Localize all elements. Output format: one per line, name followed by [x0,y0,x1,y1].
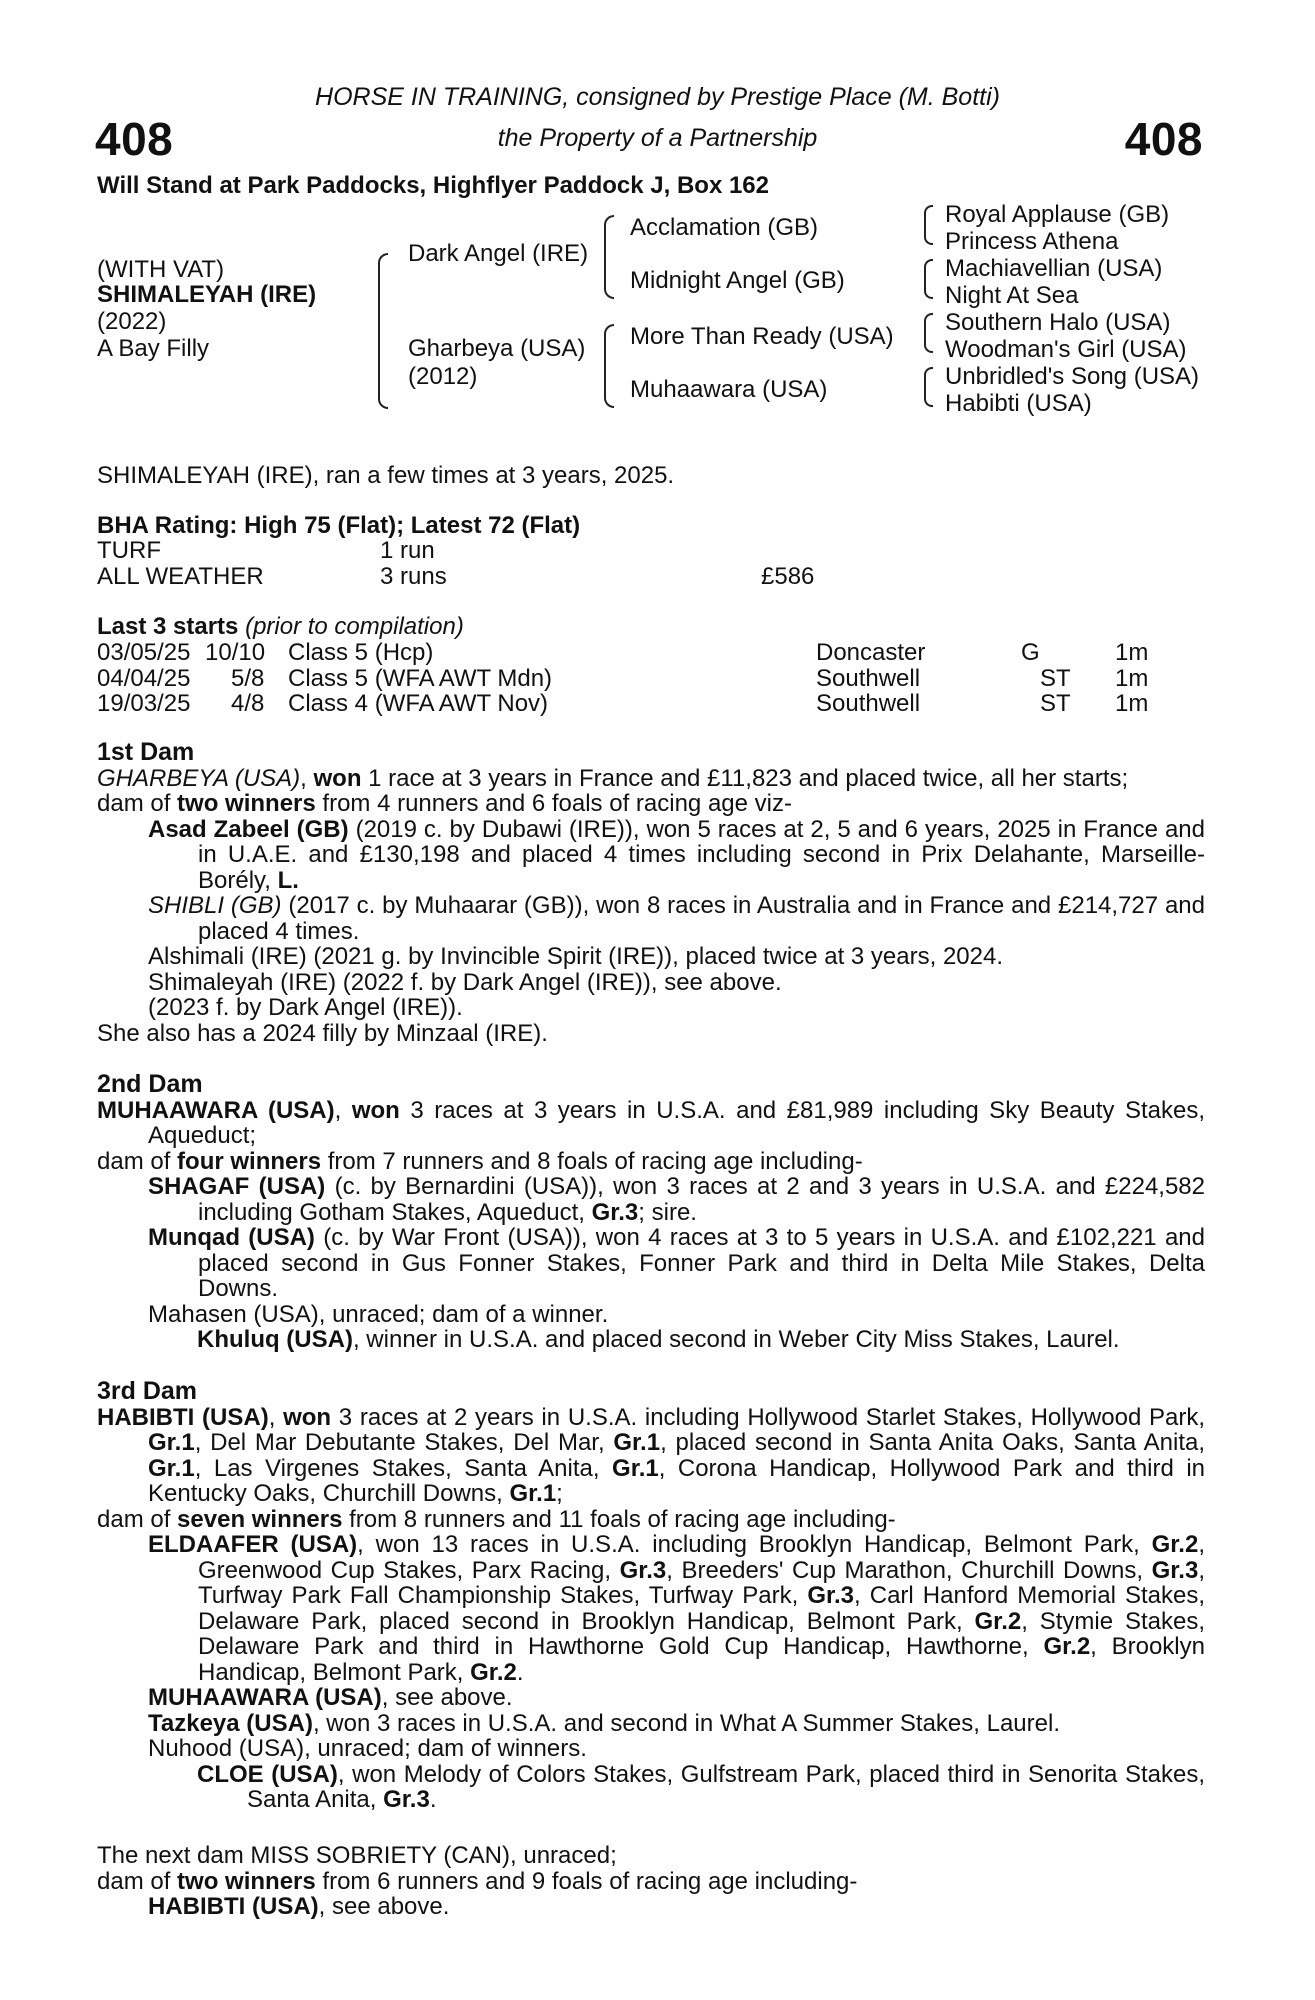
pedigree-dss: Southern Halo (USA) [945,309,1171,336]
next-dam-produce: dam of two winners from 6 runners and 9 foals of racing age including- [97,1867,858,1895]
third-dam-section [97,1379,1205,1813]
pedigree-dsd: Woodman's Girl (USA) [945,336,1187,363]
pedigree-sd: Midnight Angel (GB) [630,267,845,294]
table-row: 03/05/25 10/10 Class 5 (Hcp) Doncaster G 1m [97,639,1149,666]
vat-note: (WITH VAT) [97,256,225,283]
pedigree-ssd: Princess Athena [945,228,1119,255]
progeny-khuluq: Khuluq (USA), winner in U.S.A. and placed second in Weber City Miss Stakes, Laurel. [197,1326,1120,1353]
first-dam-produce: dam of two winners from 4 runners and 6 foals of racing age viz- [97,790,792,817]
turf-runs: 1 run [380,537,435,564]
progeny-shagaf: SHAGAF (USA) (c. by Bernardini (USA)), won 3 races at 2 and 3 years in U.S.A. and £224,582 including Gotham Stakes, Aqueduct, Gr.3; sire. [148,1173,1205,1226]
pedigree-dd: Muhaawara (USA) [630,376,828,403]
progeny-cloe: CLOE (USA), won Melody of Colors Stakes, Gulfstream Park, placed third in Senorita Stakes, Santa Anita, Gr.3. [197,1760,1205,1813]
progeny-habibti: HABIBTI (USA), see above. [148,1893,450,1920]
consignor-line: HORSE IN TRAINING, consigned by Prestige Place (M. Botti) [315,83,1000,111]
all-weather-earnings: £586 [761,563,815,590]
property-line: the Property of a Partnership [497,124,818,152]
second-dam-produce: dam of four winners from 7 runners and 8 foals of racing age including- [97,1147,863,1175]
progeny-asad-zabeel: Asad Zabeel (GB) (2019 c. by Dubawi (IRE)), won 5 races at 2, 5 and 6 years, 2025 in France and in U.A.E. and £130,198 and placed 4 times including second in Prix Delahante, Marseille-Borély, L. [148,815,1205,894]
last-starts-heading [97,614,464,640]
third-dam-heading: 3rd Dam [97,1377,198,1405]
table-row: 19/03/25 4/8 Class 4 (WFA AWT Nov) Southwell ST 1m [97,690,1149,717]
last-starts-note: (prior to compilation) [245,613,464,640]
first-dam-section [97,740,1205,1046]
lot-number-right: 408 [1124,113,1203,165]
second-dam-heading: 2nd Dam [97,1070,203,1098]
first-dam-intro: GHARBEYA (USA), won 1 race at 3 years in France and £11,823 and placed twice, all her starts; [97,764,1129,792]
progeny-muhaawara: MUHAAWARA (USA), see above. [148,1684,513,1711]
location-line: Will Stand at Park Paddocks, Highflyer Paddock J, Box 162 [97,172,769,199]
table-row: 04/04/25 5/8 Class 5 (WFA AWT Mdn) Southwell ST 1m [97,664,1149,692]
race-summary: SHIMALEYAH (IRE), ran a few times at 3 years, 2025. [97,462,675,489]
lot-number-left: 408 [95,113,174,165]
progeny-mahasen: Mahasen (USA), unraced; dam of a winner. [148,1300,609,1328]
progeny-shibli: SHIBLI (GB) (2017 c. by Muhaarar (GB)), won 8 races in Australia and in France and £214,727 and placed 4 times. [148,892,1205,945]
bha-rating: BHA Rating: High 75 (Flat); Latest 72 (Flat) [97,512,581,539]
pedigree-dam-year: (2012) [408,363,478,390]
last-starts-title: Last 3 starts [97,613,239,640]
third-dam-produce: dam of seven winners from 8 runners and 11 foals of racing age including- [97,1505,896,1533]
pedigree-sds: Machiavellian (USA) [945,255,1163,282]
progeny-munqad: Munqad (USA) (c. by War Front (USA)), won 4 races at 3 to 5 years in U.S.A. and £102,221 and placed second in Gus Fonner Stakes, Fonner Park and third in Delta Mile Stakes, Delta Downs. [148,1224,1205,1302]
second-dam-section [97,1072,1205,1353]
progeny-alshimali: Alshimali (IRE) (2021 g. by Invincible Spirit (IRE)), placed twice at 3 years, 2024. [148,943,1004,970]
first-dam-heading: 1st Dam [97,738,195,766]
third-dam-intro: HABIBTI (USA), won 3 races at 2 years in U.S.A. including Hollywood Starlet Stakes, Hollywood Park, Gr.1, Del Mar Debutante Stakes, Del Mar, Gr.1, placed second in Santa Anita Oaks, Santa Anita, Gr.1, Las Virgenes Stakes, Santa Anita, Gr.1, Corona Handicap, Hollywood Park and third in Kentucky Oaks, Churchill Downs, Gr.1; [97,1403,1206,1507]
brace-main [378,253,388,409]
turf-label: TURF [97,537,161,564]
all-weather-runs: 3 runs [380,563,447,590]
pedigree-ss: Acclamation (GB) [630,214,819,241]
pedigree-ds: More Than Ready (USA) [630,323,894,350]
brace-dd [924,367,933,407]
pedigree-sdd: Night At Sea [945,282,1079,309]
starts-table [97,640,1197,717]
pedigree-dam: Gharbeya (USA) [408,335,586,362]
brace-sire [604,215,614,299]
progeny-shimaleyah: Shimaleyah (IRE) (2022 f. by Dark Angel (IRE)), see above. [148,968,782,996]
next-dam-line: The next dam MISS SOBRIETY (CAN), unraced; [97,1842,617,1869]
progeny-nuhood: Nuhood (USA), unraced; dam of winners. [148,1735,587,1762]
brace-sd [924,259,933,299]
progeny-2023-filly: (2023 f. by Dark Angel (IRE)). [148,994,463,1021]
next-dam-section [97,1843,1205,1920]
brace-dam [604,324,614,408]
progeny-2024-filly: She also has a 2024 filly by Minzaal (IRE). [97,1019,548,1047]
pedigree-ddd: Habibti (USA) [945,390,1092,417]
progeny-tazkeya: Tazkeya (USA), won 3 races in U.S.A. and second in What A Summer Stakes, Laurel. [148,1709,1060,1737]
progeny-eldaafer: ELDAAFER (USA), won 13 races in U.S.A. including Brooklyn Handicap, Belmont Park, Gr.2, Greenwood Cup Stakes, Parx Racing, Gr.3, Breeders' Cup Marathon, Churchill Downs, Gr.3, Turfway Park Fall Championship Stakes, Turfway Park, Gr.3, Carl Hanford Memorial Stakes, Delaware Park, placed second in Brooklyn Handicap, Belmont Park, Gr.2, Stymie Stakes, Delaware Park and third in Hawthorne Gold Cup Handicap, Hawthorne, Gr.2, Brooklyn Handicap, Belmont Park, Gr.2. [148,1531,1206,1686]
all-weather-label: ALL WEATHER [97,563,264,590]
pedigree-sire: Dark Angel (IRE) [408,240,589,267]
horse-year: (2022) [97,308,167,335]
second-dam-intro: MUHAAWARA (USA), won 3 races at 3 years in U.S.A. and £81,989 including Sky Beauty Stakes, Aqueduct; [97,1096,1205,1149]
brace-ds [924,313,933,353]
horse-description: A Bay Filly [97,335,210,362]
pedigree-dds: Unbridled's Song (USA) [945,363,1200,390]
brace-ss [924,205,933,245]
horse-name: SHIMALEYAH (IRE) [97,281,317,308]
pedigree-sss: Royal Applause (GB) [945,201,1170,228]
